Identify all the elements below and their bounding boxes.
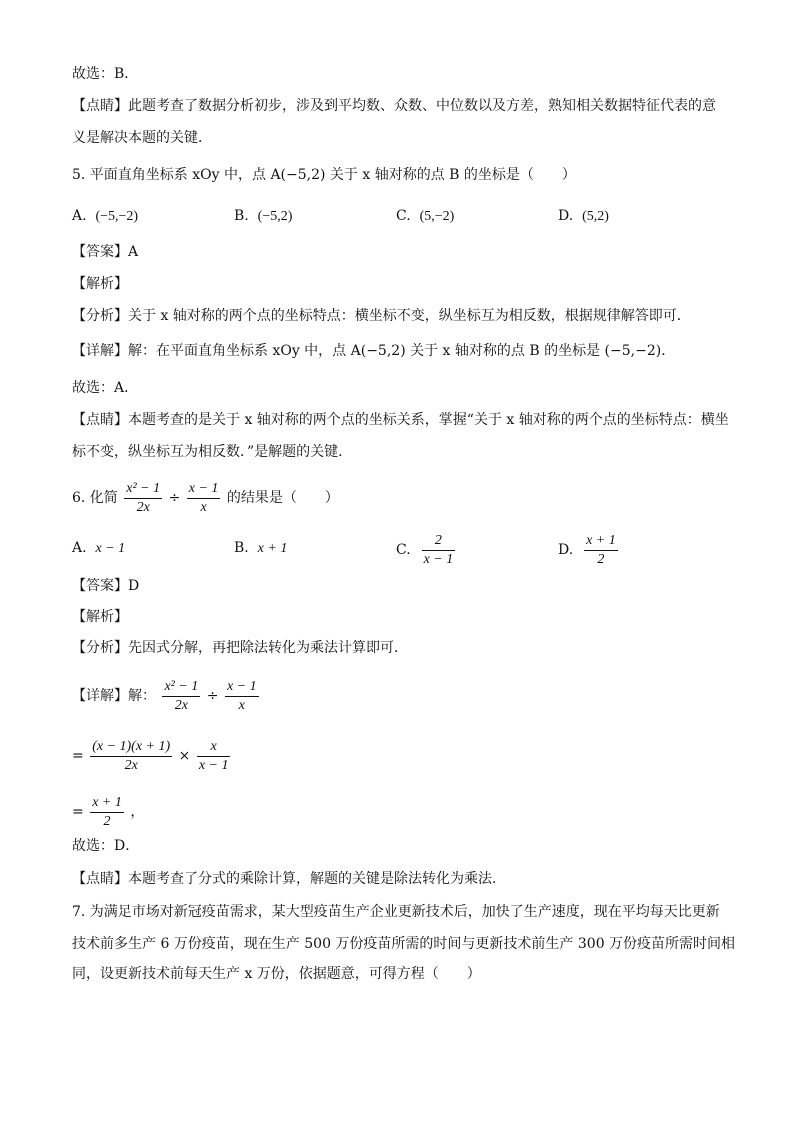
question-5-stem: 5. 平面直角坐标系 xOy 中，点 A(−5,2) 关于 x 轴对称的点 B 的坐标是（ ） <box>72 167 576 183</box>
fraction: $\frac{\text{x² − 1}}{2x}$ <box>164 678 199 713</box>
fraction: $\frac{2}{x - 1}$ <box>423 532 454 567</box>
q5-choice: 故选：A． <box>72 380 139 396</box>
question-7-line-1: 7. 为满足市场对新冠疫苗需求，某大型疫苗生产企业更新技术后，加快了生产速度，现在平均每天比更新 <box>72 904 720 920</box>
q6-option-b: B. x + 1 <box>234 540 288 556</box>
q5-option-d: D. (5,2) <box>558 208 609 224</box>
q6-option-c: C. $\frac{2}{x - 1}$ <box>396 532 454 567</box>
q6-answer: 【答案】D <box>72 578 140 594</box>
q6-analysis: 【分析】先因式分解，再把除法转化为乘法计算即可． <box>72 640 408 656</box>
fraction: $\frac{x - 1}{x}$ <box>188 480 219 515</box>
question-7-line-2: 技术前多生产 6 万份疫苗，现在生产 500 万份疫苗所需的时间与更新技术前生产 300 万份疫苗所需时间相 <box>72 936 736 952</box>
q5-answer: 【答案】A <box>72 244 139 260</box>
text-line: 【点睛】此题考查了数据分析初步，涉及到平均数、众数、中位数以及方差，熟知相关数据特征代表的意 <box>72 98 716 114</box>
q6-detail: 【详解】解： $\frac{\text{x² − 1}}{2x}$ ÷ $\frac{x - 1}{x}$ <box>72 678 257 713</box>
question-7-line-3: 同，设更新技术前每天生产 x 万份，依据题意，可得方程（ ） <box>72 966 481 982</box>
fraction: $\frac{x - 1}{x}$ <box>226 678 257 713</box>
fraction: $\frac{\text{x² − 1}}{2x}$ <box>126 480 161 515</box>
text-line: 故选：B． <box>72 66 139 82</box>
q6-comment: 【点睛】本题考查了分式的乘除计算，解题的关键是除法转化为乘法． <box>72 871 506 887</box>
q6-choice: 故选：D． <box>72 838 140 854</box>
text-line: 义是解决本题的关键． <box>72 130 212 146</box>
q5-option-a: A. (−5,−2) <box>72 208 139 224</box>
fraction: $\frac{(x - 1)(x + 1)}{2x}$ <box>92 738 171 773</box>
q6-jiexi: 【解析】 <box>72 609 128 625</box>
q5-detail: 【详解】解：在平面直角坐标系 xOy 中，点 A(−5,2) 关于 x 轴对称的点 B 的坐标是 (−5,−2)． <box>72 343 676 359</box>
fraction: $\frac{x + 1}{2}$ <box>92 794 122 829</box>
q5-comment-2: 标不变，纵坐标互为相反数．”是解题的关键． <box>72 444 353 460</box>
fraction: $\frac{x}{x - 1}$ <box>198 738 229 773</box>
q6-step-3: = $\frac{x + 1}{2}$ ， <box>72 794 145 829</box>
q6-step-2: = $\frac{(x - 1)(x + 1)}{2x}$ × $\frac{x}{x - 1}$ <box>72 738 229 773</box>
q5-option-b: B. (−5,2) <box>234 208 293 224</box>
q6-option-a: A. x − 1 <box>72 540 126 556</box>
q5-comment-1: 【点睛】本题考查的是关于 x 轴对称的两个点的坐标关系，掌握“关于 x 轴对称的两个点的坐标特点：横坐 <box>72 412 729 428</box>
q5-option-c: C. (5,−2) <box>396 208 455 224</box>
fraction: $\frac{x + 1}{2}$ <box>586 532 616 567</box>
q5-analysis: 【分析】关于 x 轴对称的两个点的坐标特点：横坐标不变，纵坐标互为相反数，根据规律解答即可． <box>72 308 691 324</box>
q5-jiexi: 【解析】 <box>72 276 128 292</box>
q6-option-d: D. $\frac{x + 1}{2}$ <box>558 532 616 567</box>
question-6-stem: 6. 化简 $\frac{\text{x² − 1}}{2x}$ ÷ $\frac{x - 1}{x}$ 的结果是（ ） <box>72 480 339 515</box>
